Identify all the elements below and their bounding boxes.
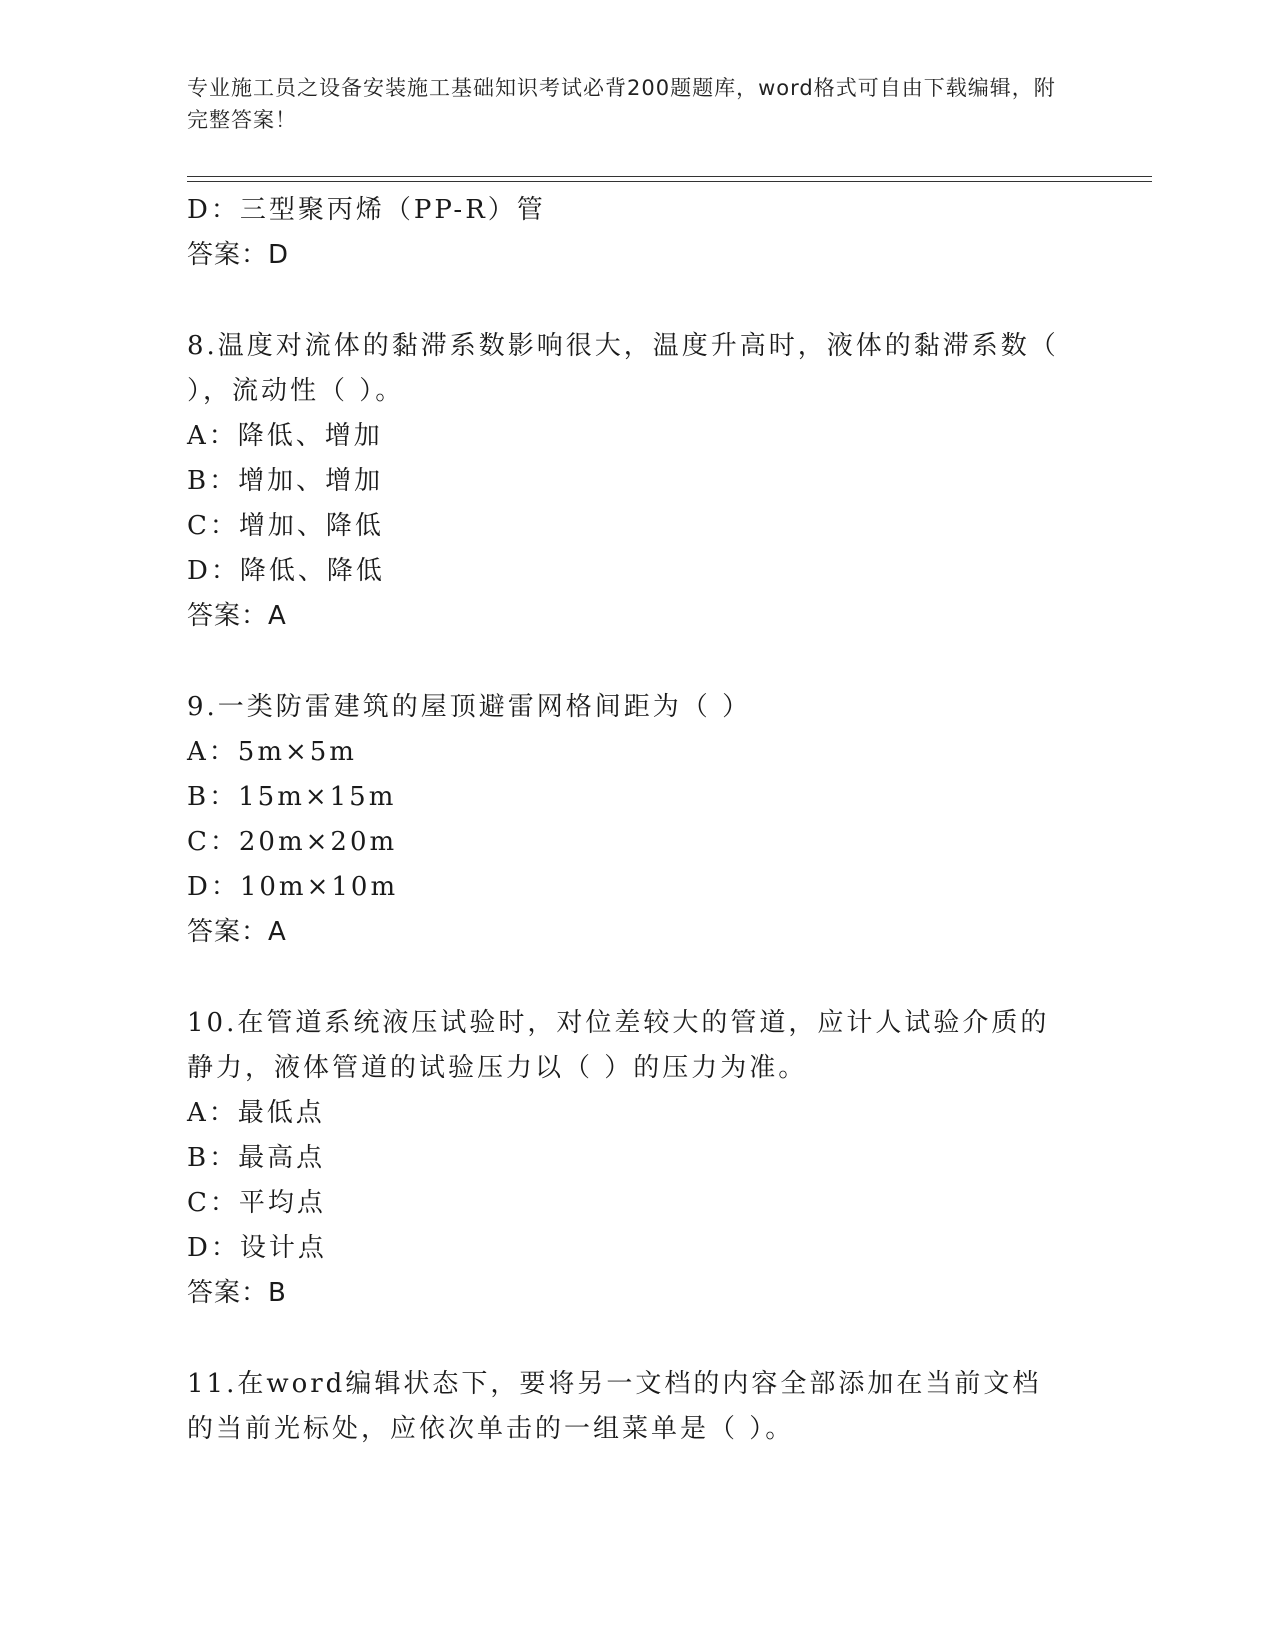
option-a: A：5m×5m xyxy=(187,737,357,767)
answer: 答案：D xyxy=(187,240,290,270)
answer: 答案：A xyxy=(187,601,287,631)
answer: 答案：B xyxy=(187,1278,287,1308)
option-d: D：10m×10m xyxy=(187,872,399,902)
question-11 xyxy=(187,1362,1087,1452)
option-d: D：三型聚丙烯（PP-R）管 xyxy=(187,195,546,225)
document-header: 专业施工员之设备安装施工基础知识考试必背200题题库，word格式可自由下载编辑，附完整答案！ xyxy=(187,76,1056,132)
option-d: D：降低、降低 xyxy=(187,556,385,586)
option-a: A：最低点 xyxy=(187,1098,325,1128)
header-divider-top xyxy=(187,176,1152,177)
option-a: A：降低、增加 xyxy=(187,421,383,451)
option-b: B：最高点 xyxy=(187,1143,326,1173)
question-text: 11.在word编辑状态下，要将另一文档的内容全部添加在当前文档的当前光标处，应依次单击的一组菜单是（ ）。 xyxy=(187,1369,1042,1444)
option-b: B：15m×15m xyxy=(187,782,397,812)
answer: 答案：A xyxy=(187,917,287,947)
header-divider-bottom xyxy=(187,181,1152,182)
question-9 xyxy=(187,685,1087,955)
question-text: 9.一类防雷建筑的屋顶避雷网格间距为（ ） xyxy=(187,692,752,722)
option-c: C：20m×20m xyxy=(187,827,398,857)
document-body xyxy=(187,188,1087,1452)
option-d: D：设计点 xyxy=(187,1233,327,1263)
question-8 xyxy=(187,324,1087,639)
question-10 xyxy=(187,1001,1087,1316)
option-b: B：增加、增加 xyxy=(187,466,384,496)
question-text: 8.温度对流体的黏滞系数影响很大，温度升高时，液体的黏滞系数（ ），流动性（ ）。 xyxy=(187,331,1059,406)
question-text: 10.在管道系统液压试验时，对位差较大的管道，应计人试验介质的静力，液体管道的试验压力以（ ）的压力为准。 xyxy=(187,1008,1050,1083)
option-c: C：增加、降低 xyxy=(187,511,384,541)
option-c: C：平均点 xyxy=(187,1188,326,1218)
